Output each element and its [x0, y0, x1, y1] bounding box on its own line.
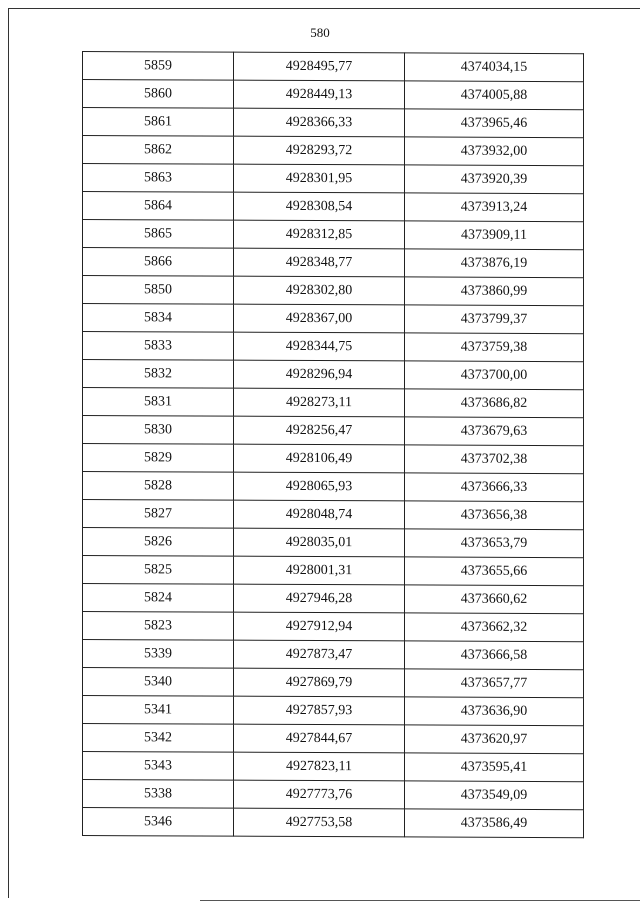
x-coordinate-cell: 4928293,72	[234, 136, 405, 165]
y-coordinate-cell: 4373660,62	[405, 585, 584, 614]
point-number-cell: 5863	[83, 164, 234, 193]
x-coordinate-cell: 4928301,95	[234, 164, 405, 193]
point-number-cell: 5824	[83, 584, 234, 613]
point-number-cell: 5825	[83, 556, 234, 585]
point-number-cell: 5346	[83, 808, 234, 837]
y-coordinate-cell: 4373586,49	[405, 809, 584, 838]
point-number-cell: 5343	[83, 752, 234, 781]
table-row	[83, 696, 584, 726]
table-row	[83, 360, 584, 390]
point-number-cell: 5833	[83, 332, 234, 361]
y-coordinate-cell: 4373636,90	[405, 697, 584, 726]
y-coordinate-cell: 4373686,82	[405, 389, 584, 418]
y-coordinate-cell: 4373913,24	[405, 193, 584, 222]
y-coordinate-cell: 4373655,66	[405, 557, 584, 586]
y-coordinate-cell: 4373700,00	[405, 361, 584, 390]
table-row	[83, 304, 584, 334]
x-coordinate-cell: 4928296,94	[234, 360, 405, 389]
x-coordinate-cell: 4927946,28	[234, 584, 405, 613]
x-coordinate-cell: 4928449,13	[234, 80, 405, 109]
y-coordinate-cell: 4373666,58	[405, 641, 584, 670]
coordinates-table	[82, 51, 584, 838]
table-row	[83, 192, 584, 222]
x-coordinate-cell: 4927753,58	[234, 808, 405, 837]
table-row	[83, 780, 584, 810]
scan-border-top	[8, 8, 640, 9]
scan-border-bottom	[200, 900, 640, 901]
y-coordinate-cell: 4374005,88	[405, 81, 584, 110]
y-coordinate-cell: 4373620,97	[405, 725, 584, 754]
point-number-cell: 5341	[83, 696, 234, 725]
x-coordinate-cell: 4928065,93	[234, 472, 405, 501]
x-coordinate-cell: 4927773,76	[234, 780, 405, 809]
table-row	[83, 276, 584, 306]
table-row	[83, 248, 584, 278]
table-row	[83, 444, 584, 474]
point-number-cell: 5823	[83, 612, 234, 641]
y-coordinate-cell: 4373679,63	[405, 417, 584, 446]
y-coordinate-cell: 4373666,33	[405, 473, 584, 502]
x-coordinate-cell: 4928256,47	[234, 416, 405, 445]
point-number-cell: 5829	[83, 444, 234, 473]
point-number-cell: 5828	[83, 472, 234, 501]
point-number-cell: 5861	[83, 108, 234, 137]
y-coordinate-cell: 4373759,38	[405, 333, 584, 362]
x-coordinate-cell: 4928495,77	[234, 52, 405, 81]
table-row	[83, 640, 584, 670]
y-coordinate-cell: 4373932,00	[405, 137, 584, 166]
y-coordinate-cell: 4374034,15	[405, 53, 584, 82]
y-coordinate-cell: 4373920,39	[405, 165, 584, 194]
x-coordinate-cell: 4927823,11	[234, 752, 405, 781]
y-coordinate-cell: 4373965,46	[405, 109, 584, 138]
table-row	[83, 528, 584, 558]
y-coordinate-cell: 4373657,77	[405, 669, 584, 698]
table-row	[83, 556, 584, 586]
x-coordinate-cell: 4927844,67	[234, 724, 405, 753]
point-number-cell: 5832	[83, 360, 234, 389]
x-coordinate-cell: 4928302,80	[234, 276, 405, 305]
table-row	[83, 220, 584, 250]
table-row	[83, 612, 584, 642]
point-number-cell: 5826	[83, 528, 234, 557]
y-coordinate-cell: 4373549,09	[405, 781, 584, 810]
table-body	[83, 52, 584, 838]
table-row	[83, 808, 584, 838]
y-coordinate-cell: 4373653,79	[405, 529, 584, 558]
x-coordinate-cell: 4928308,54	[234, 192, 405, 221]
x-coordinate-cell: 4927869,79	[234, 668, 405, 697]
y-coordinate-cell: 4373656,38	[405, 501, 584, 530]
x-coordinate-cell: 4928366,33	[234, 108, 405, 137]
x-coordinate-cell: 4928344,75	[234, 332, 405, 361]
table-row	[83, 136, 584, 166]
y-coordinate-cell: 4373876,19	[405, 249, 584, 278]
x-coordinate-cell: 4928273,11	[234, 388, 405, 417]
scan-border-left	[8, 8, 9, 898]
table-row	[83, 52, 584, 82]
x-coordinate-cell: 4927873,47	[234, 640, 405, 669]
point-number-cell: 5859	[83, 52, 234, 81]
x-coordinate-cell: 4928035,01	[234, 528, 405, 557]
point-number-cell: 5834	[83, 304, 234, 333]
y-coordinate-cell: 4373662,32	[405, 613, 584, 642]
table-row	[83, 416, 584, 446]
table-row	[83, 724, 584, 754]
table-row	[83, 388, 584, 418]
x-coordinate-cell: 4927912,94	[234, 612, 405, 641]
point-number-cell: 5865	[83, 220, 234, 249]
page-number: 580	[310, 25, 330, 40]
table-row	[83, 332, 584, 362]
point-number-cell: 5830	[83, 416, 234, 445]
table-row	[83, 752, 584, 782]
point-number-cell: 5340	[83, 668, 234, 697]
y-coordinate-cell: 4373595,41	[405, 753, 584, 782]
point-number-cell: 5862	[83, 136, 234, 165]
point-number-cell: 5860	[83, 80, 234, 109]
x-coordinate-cell: 4928367,00	[234, 304, 405, 333]
y-coordinate-cell: 4373909,11	[405, 221, 584, 250]
x-coordinate-cell: 4928312,85	[234, 220, 405, 249]
x-coordinate-cell: 4928048,74	[234, 500, 405, 529]
y-coordinate-cell: 4373702,38	[405, 445, 584, 474]
point-number-cell: 5850	[83, 276, 234, 305]
point-number-cell: 5866	[83, 248, 234, 277]
table-row	[83, 668, 584, 698]
table-row	[83, 80, 584, 110]
table-row	[83, 500, 584, 530]
point-number-cell: 5831	[83, 388, 234, 417]
point-number-cell: 5864	[83, 192, 234, 221]
table-row	[83, 164, 584, 194]
x-coordinate-cell: 4928001,31	[234, 556, 405, 585]
x-coordinate-cell: 4928106,49	[234, 444, 405, 473]
table-row	[83, 472, 584, 502]
y-coordinate-cell: 4373860,99	[405, 277, 584, 306]
point-number-cell: 5338	[83, 780, 234, 809]
x-coordinate-cell: 4928348,77	[234, 248, 405, 277]
point-number-cell: 5339	[83, 640, 234, 669]
y-coordinate-cell: 4373799,37	[405, 305, 584, 334]
x-coordinate-cell: 4927857,93	[234, 696, 405, 725]
point-number-cell: 5827	[83, 500, 234, 529]
table-row	[83, 584, 584, 614]
point-number-cell: 5342	[83, 724, 234, 753]
table-row	[83, 108, 584, 138]
